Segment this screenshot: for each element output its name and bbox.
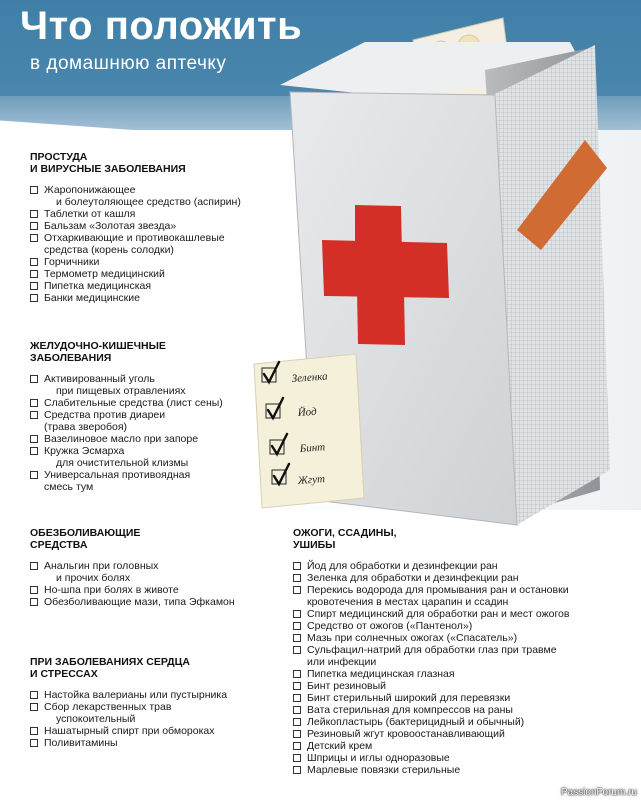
item-text: для очистительной клизмы [56,457,189,469]
section-title [30,340,270,364]
section-heart [30,656,270,749]
checklist-item[interactable] [293,740,613,752]
section-burns [293,527,613,776]
item-text: Таблетки от кашля [44,208,136,220]
checklist-item[interactable] [30,220,270,232]
note-item: Зеленка [291,370,328,385]
checkbox[interactable] [293,646,301,654]
checklist-item[interactable] [30,292,270,304]
checklist-item[interactable] [293,572,613,584]
checklist-item[interactable] [30,737,270,749]
item-text: Активированный уголь [44,373,155,385]
checklist-item[interactable] [293,620,613,632]
checklist-item[interactable] [30,280,270,292]
item-text: Настойка валерианы или пустырника [44,689,228,701]
section-title [30,527,270,551]
checklist [30,184,270,304]
checkbox[interactable] [30,727,38,735]
checkbox[interactable] [30,562,38,570]
section-title-line: ПРИ ЗАБОЛЕВАНИЯХ СЕРДЦА [30,656,190,668]
item-text: средства (корень солодки) [44,244,174,256]
section-title-line: ОЖОГИ, ССАДИНЫ, [293,527,397,539]
checkbox[interactable] [30,691,38,699]
checkbox[interactable] [30,294,38,302]
item-text: Бальзам «Золотая звезда» [44,220,177,232]
item-text: Обезболивающие мази, типа Эфкамон [44,596,235,608]
section-pain [30,527,270,608]
section-title-line: ОБЕЗБОЛИВАЮЩИЕ [30,527,141,539]
checklist-item[interactable] [30,596,270,608]
item-text: Йод для обработки и дезинфекции ран [307,560,498,572]
item-text: Бинт резиновый [307,680,387,692]
item-text: Анальгин при головных [44,560,159,572]
item-text: Резиновый жгут кровоостанавливающий [307,728,505,740]
item-text: Сбор лекарственных трав [44,701,172,713]
item-text: Слабительные средства (лист сены) [44,397,223,409]
item-text: Детский крем [307,740,373,752]
checklist-item[interactable] [30,689,270,701]
checkbox[interactable] [30,447,38,455]
checklist-item[interactable] [293,644,613,668]
checklist-item[interactable] [293,704,613,716]
checkbox[interactable] [293,694,301,702]
checklist-item[interactable] [30,445,270,469]
checkbox[interactable] [30,222,38,230]
item-text: или инфекции [307,656,377,668]
checklist-item[interactable] [30,232,270,256]
checklist-item[interactable] [30,184,270,208]
section-title-line: ПРОСТУДА [30,151,88,163]
item-text: Спирт медицинский для обработки ран и мест ожогов [307,608,570,620]
item-text: (трава зверобоя) [44,421,128,433]
checklist-item[interactable] [30,268,270,280]
checkbox[interactable] [30,258,38,266]
item-text: Сульфацил-натрий для обработки глаз при травме [307,644,557,656]
checkbox[interactable] [30,375,38,383]
item-text: Нашатырный спирт при обмороках [44,725,215,737]
checklist-item[interactable] [30,409,270,433]
item-text: Средство от ожогов («Пантенол») [307,620,473,632]
item-text: Шприцы и иглы одноразовые [307,752,450,764]
checkbox[interactable] [30,586,38,594]
item-text: Термометр медицинский [44,268,165,280]
checkbox[interactable] [30,471,38,479]
checklist-item[interactable] [30,725,270,737]
section-cold [30,151,270,304]
item-text: Кружка Эсмарха [44,445,125,457]
checkbox[interactable] [30,186,38,194]
section-title-line: УШИБЫ [293,539,336,551]
item-text: Жаропонижающее [44,184,136,196]
checkbox[interactable] [30,703,38,711]
section-title-line: ЖЕЛУДОЧНО-КИШЕЧНЫЕ [30,340,166,352]
item-text: при пищевых отравлениях [56,385,186,397]
checkbox[interactable] [30,739,38,747]
item-text: Средства против диареи [44,409,166,421]
checklist-item[interactable] [293,752,613,764]
checklist [293,560,613,776]
checklist-item[interactable] [30,584,270,596]
checklist [30,560,270,608]
item-text: Зеленка для обработки и дезинфекции ран [307,572,519,584]
checklist-item[interactable] [30,208,270,220]
checkbox[interactable] [30,399,38,407]
checkbox[interactable] [30,435,38,443]
checkbox[interactable] [293,670,301,678]
item-text: Перекись водорода для промывания ран и остановки [307,584,569,596]
item-text: Лейкопластырь (бактерицидный и обычный) [307,716,525,728]
checklist-item[interactable] [293,608,613,620]
item-text: Банки медицинские [44,292,140,304]
item-text: Поливитамины [44,737,118,749]
checklist-item[interactable] [30,560,270,584]
checklist [30,373,270,493]
checkbox[interactable] [293,766,301,774]
section-title-line: И ВИРУСНЫЕ ЗАБОЛЕВАНИЯ [30,163,186,175]
checkbox[interactable] [30,411,38,419]
item-text: Пипетка медицинская глазная [307,668,455,680]
checkbox[interactable] [293,574,301,582]
section-title [30,151,270,175]
checklist-item[interactable] [293,728,613,740]
checkbox[interactable] [30,270,38,278]
item-text: Вазелиновое масло при запоре [44,433,199,445]
checklist-item[interactable] [293,668,613,680]
checklist-item[interactable] [293,716,613,728]
checklist-item[interactable] [30,701,270,725]
checkbox[interactable] [293,634,301,642]
checklist-item[interactable] [293,692,613,704]
section-title-line: ЗАБОЛЕВАНИЯ [30,352,112,364]
checkbox[interactable] [293,562,301,570]
checklist-item[interactable] [30,397,270,409]
checkbox[interactable] [293,718,301,726]
section-title [293,527,613,551]
item-text: Пипетка медицинская [44,280,152,292]
note-item: Йод [297,405,318,419]
item-text: и прочих болях [56,572,131,584]
checklist-item[interactable] [30,433,270,445]
note-item: Бинт [299,441,326,455]
checklist-item[interactable] [293,584,613,608]
checklist-item[interactable] [293,632,613,644]
item-text: Горчичники [44,256,100,268]
item-text: Но-шпа при болях в животе [44,584,179,596]
checkbox[interactable] [293,622,301,630]
checkbox[interactable] [293,742,301,750]
page-subtitle: в домашнюю аптечку [30,53,227,74]
item-text: Марлевые повязки стерильные [307,764,461,776]
section-title-line: СРЕДСТВА [30,539,88,551]
checklist-item[interactable] [30,256,270,268]
item-text: Вата стерильная для компрессов на раны [307,704,513,716]
note-item: Жгут [297,473,326,487]
item-text: Бинт стерильный широкий для перевязки [307,692,511,704]
checklist-item[interactable] [293,560,613,572]
section-gastro [30,340,270,493]
checkbox[interactable] [30,598,38,606]
checklist-item[interactable] [293,764,613,776]
section-title-line: И СТРЕССАХ [30,668,98,680]
item-text: смесь тум [44,481,94,493]
checkbox[interactable] [293,610,301,618]
page-title: Что положить [20,4,303,48]
item-text: кровотечения в местах царапин и ссадин [307,596,509,608]
item-text: Отхаркивающие и противокашлевые [44,232,225,244]
checklist-item[interactable] [293,680,613,692]
item-text: Универсальная противоядная [44,469,191,481]
checkbox[interactable] [293,586,301,594]
item-text: успокоительный [56,713,136,725]
checkbox[interactable] [293,754,301,762]
checkbox[interactable] [30,282,38,290]
item-text: и болеутоляющее средство (аспирин) [56,196,241,208]
checkbox[interactable] [293,682,301,690]
watermark: PassionForum.ru [560,787,637,798]
checkbox[interactable] [293,730,301,738]
checkbox[interactable] [30,234,38,242]
checklist [30,689,270,749]
checklist-item[interactable] [30,373,270,397]
checkbox[interactable] [30,210,38,218]
item-text: Мазь при солнечных ожогах («Спасатель») [307,632,518,644]
checklist-item[interactable] [30,469,270,493]
section-title [30,656,270,680]
checkbox[interactable] [293,706,301,714]
